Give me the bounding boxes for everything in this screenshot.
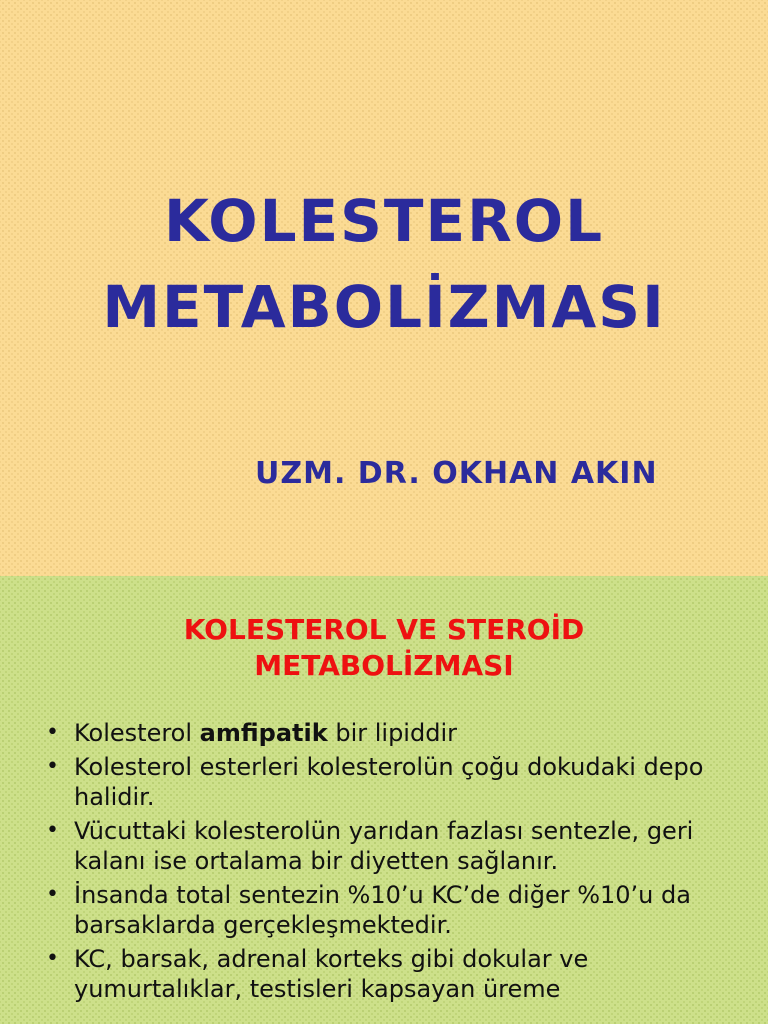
bullet-item: • İnsanda total sentezin %10’u KC’de diğer %10’u da barsaklarda gerçekleşmektedir. xyxy=(40,880,760,940)
slide-title xyxy=(0,178,768,350)
bullet-item: • Kolesterol esterleri kolesterolün çoğu dokudaki depo halidir. xyxy=(40,752,760,812)
bullet-item: • KC, barsak, adrenal korteks gibi dokular ve yumurtalıklar, testisleri kapsayan üreme xyxy=(40,944,760,1004)
author-name: UZM. DR. OKHAN AKIN xyxy=(255,456,658,491)
slide-title-line-1: KOLESTEROL xyxy=(163,187,605,255)
bullet-item xyxy=(40,718,760,748)
content-slide-title-line-1: KOLESTEROL VE STEROİD xyxy=(183,613,585,646)
content-slide-title-line-2: METABOLİZMASI xyxy=(254,649,514,682)
bullet-item: • Vücuttaki kolesterolün yarıdan fazlası sentezle, geri kalanı ise ortalama bir diyetten sağlanır. xyxy=(40,816,760,876)
bullet-text-bold: amfipatik xyxy=(199,719,328,747)
bullet-text-post: bir lipiddir xyxy=(327,719,457,747)
bullet-text-pre: Kolesterol xyxy=(74,719,200,747)
slide-title-line-2: METABOLİZMASI xyxy=(102,273,666,341)
bullet-list xyxy=(40,718,760,1008)
content-slide-title xyxy=(0,612,768,684)
content-slide xyxy=(0,576,768,1024)
